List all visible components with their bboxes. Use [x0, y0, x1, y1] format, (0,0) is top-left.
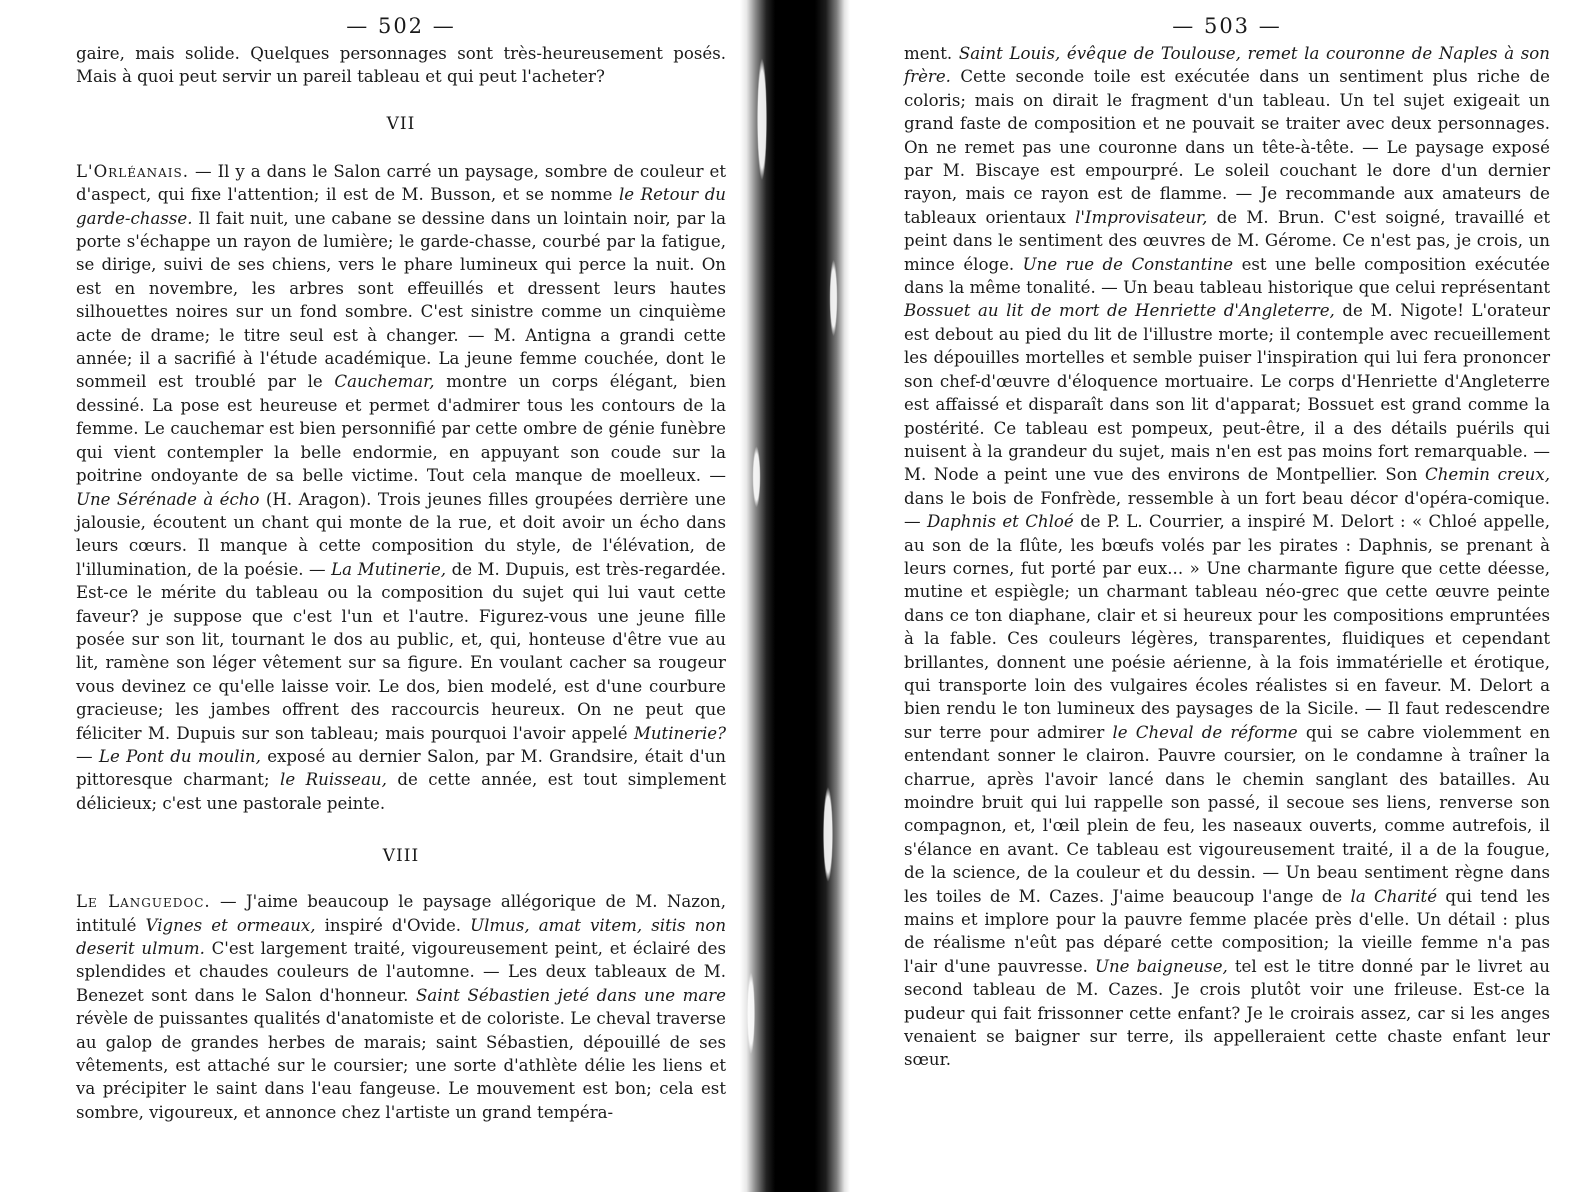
- right-page: [820, 0, 1572, 1192]
- artwork-title: l'Improvisateur,: [1075, 207, 1208, 227]
- artwork-title: le Retour du garde-chasse.: [76, 185, 726, 228]
- text-run: de M. Brun. C'est soigné, travaillé et peint dans le sentiment des œuvres de M. Gérome. Ce n'est pas, je crois, un mince éloge.: [904, 207, 1550, 274]
- left-page: [0, 0, 770, 1192]
- artwork-title: Une baigneuse,: [1095, 956, 1228, 976]
- page-number-right: — 503 —: [1172, 14, 1282, 38]
- text-run: de M. Dupuis, est très-regardée. Est-ce le mérite du tableau ou la composition du sujet qui lui vaut cette faveur? je suppose que c'est l'un et l'autre. Figurez-vous une jeune fille posée sur son lit, tournant le dos au public, et, qui, honteuse d'être vue au lit, ramène son léger vêtement sur sa figure. En voulant cacher sa rougeur vous devinez ce qu'elle laisse voir. Le dos, bien modelé, est d'une courbure gracieuse; les jambes offrent des raccourcis heureux. On ne peut que féliciter M. Dupuis sur son tableau; mais pourquoi l'avoir appelé: [76, 559, 726, 743]
- text-run: exposé au dernier Salon, par M. Grandsire, était d'un pittoresque charmant;: [76, 746, 726, 790]
- artwork-title: la Charité: [1350, 886, 1438, 906]
- artwork-title: Une rue de Constantine: [1022, 254, 1234, 274]
- right-page-paragraph: [904, 42, 1550, 1072]
- left-page-text: [76, 42, 726, 1124]
- text-run: C'est largement traité, vigoureusement peint, et éclairé des splendides et chaudes couleurs de l'automne. — Les deux tableaux de M. Benezet sont dans le Salon d'honneur.: [76, 939, 726, 1005]
- section-vii-paragraph: [76, 160, 726, 815]
- text-run: est une belle composition exécutée dans la même tonalité. — Un beau tableau historique que celui représentant: [904, 254, 1550, 298]
- text-run: — J'aime beaucoup le paysage allégorique de M. Nazon, intitulé: [76, 892, 726, 935]
- text-run: de cette année, est tout simplement délicieux; c'est une pastorale peinte.: [76, 770, 726, 813]
- section-viii-lead: Le Languedoc.: [76, 892, 211, 912]
- artwork-title: Vignes et ormeaux,: [145, 915, 316, 935]
- section-heading-vii: VII: [386, 113, 416, 134]
- text-run: —: [76, 746, 99, 766]
- text-run: de P. L. Courrier, a inspiré M. Delort : « Chloé appelle, au son de la flûte, les bœufs volés par les pirates : Daphnis, se prenant à leurs cornes, fut porté par eux... » Une charmante figure que cette déesse, mutine et espiègle; un charmant tableau néo-grec que cette œuvre peinte dans ce ton diaphane, clair et si heureux pour les compositions empruntées à la fable. Ces couleurs légères, transparentes, fluidiques et cependant brillantes, donnent une poésie aérienne, à la fois immatérielle et érotique, qui transporte loin des vulgaires écoles réalistes si en faveur. M. Delort a bien rendu le ton lumineux des paysages de la Sicile. — Il faut redescendre sur terre pour admirer: [904, 512, 1550, 742]
- intro-paragraph: gaire, mais solide. Quelques personnages sont très-heureusement posés. Mais à quoi peut servir un pareil tableau et qui peut l'acheter?: [76, 44, 726, 87]
- artwork-title: Daphnis et Chloé: [926, 512, 1074, 532]
- right-page-text: [904, 42, 1550, 1072]
- text-run: qui se cabre violemment en entendant sonner le clairon. Pauvre coursier, on le condamne à traîner la charrue, après l'avoir lancé dans le chemin sanglant des batailles. Au moindre bruit qui lui rappelle son passé, il secoue ses liens, renverse son compagnon, et, l'œil plein de feu, les naseaux ouverts, comme autrefois, il s'élance en avant. Ce tableau est vigoureusement traité, il a de la fougue, de la science, de la couleur et du dessin. — Un beau sentiment règne dans les toiles de M. Cazes. J'aime beaucoup l'ange de: [904, 722, 1551, 906]
- artwork-title: le Ruisseau,: [280, 770, 387, 790]
- artwork-title: le Cheval de réforme: [1112, 722, 1298, 742]
- text-run: révèle de puissantes qualités d'anatomiste et de coloriste. Le cheval traverse au galop de grandes herbes de marais; saint Sébastien, dépouillé de ses vêtements, est attaché sur le coursier; une sorte d'athlète délie les liens et va précipiter le saint dans l'eau fangeuse. Le mouvement est bon; cela est sombre, vigoureux, et annonce chez l'artiste un grand tempéra-: [76, 1009, 726, 1122]
- artwork-title: Saint Louis, évêque de Toulouse, remet la couronne de Naples à son frère.: [904, 44, 1550, 87]
- artwork-title: Saint Sébastien jeté dans une mare: [416, 985, 727, 1005]
- artwork-title: Mutinerie?: [633, 723, 726, 743]
- text-run: — Il y a dans le Salon carré un paysage, sombre de couleur et d'aspect, qui fixe l'attention; il est de M. Busson, et se nomme: [76, 161, 726, 205]
- text-run: (H. Aragon). Trois jeunes filles groupées derrière une jalousie, écoutent un chant qui monte de la rue, et doit avoir un écho dans leurs cœurs. Il manque à cette composition du style, de l'élévation, de l'illumination, de la poésie. —: [76, 489, 727, 579]
- artwork-title: Bossuet au lit de mort de Henriette d'Angleterre,: [904, 301, 1335, 321]
- artwork-title: Cauchemar,: [334, 372, 435, 392]
- text-run: montre un corps élégant, bien dessiné. La pose est heureuse et permet d'admirer tous les contours de la femme. Le cauchemar est bien personnifié par cette ombre de génie funèbre qui vient contempler la belle endormie, en appuyant son coude sur la poitrine ondoyante de sa belle victime. Tout cela manque de moelleux. —: [76, 372, 727, 486]
- section-vii-lead: L'Orléanais.: [76, 161, 190, 181]
- section-heading-viii: VIII: [382, 846, 420, 867]
- text-run: dans le bois de Fonfrède, ressemble à un fort beau décor d'opéra-comique. —: [904, 488, 1550, 532]
- text-run: tel est le titre donné par le livret au second tableau de M. Cazes. Je crois plutôt voir une frileuse. Est-ce la pudeur qui fait frissonner cette enfant? Je le croirais assez, car si les anges venaient se baigner sur terre, ils appelleraient cette chaste enfant leur sœur.: [904, 956, 1550, 1070]
- text-run: Il fait nuit, une cabane se dessine dans un lointain noir, par la porte s'échappe un rayon de lumière; le garde-chasse, courbé par la fatigue, se dirige, suivi de ses chiens, vers le phare lumineux qui perce la nuit. On est en novembre, les arbres sont effeuillés et dressent leurs hautes silhouettes noires sur un fond sombre. C'est sinistre comme un cinquième acte de drame; le titre seul est à changer. — M. Antigna a grandi cette année; il a sacrifié à l'étude académique. La jeune femme couchée, dont le sommeil est troublé par le: [76, 208, 726, 392]
- page-number-left: — 502 —: [346, 14, 456, 38]
- text-run: Cette seconde toile est exécutée dans un sentiment plus riche de coloris; mais on dirait le fragment d'un tableau. Un tel sujet exigeait un grand faste de composition et ne pouvait se traiter avec deux personnages. On ne remet pas une couronne dans un tête-à-tête. — Le paysage exposé par M. Biscaye est empourpré. Le soleil couchant le dore d'un dernier rayon, mais ce rayon est de flamme. — Je recommande aux amateurs de tableaux orientaux: [904, 67, 1550, 227]
- artwork-title: Une Sérénade à écho: [76, 489, 260, 509]
- latin-quote: Ulmus, amat vitem, sitis non deserit ulmum.: [76, 915, 727, 958]
- artwork-title: Chemin creux,: [1425, 465, 1550, 485]
- artwork-title: Le Pont du moulin,: [98, 746, 261, 766]
- artwork-title: La Mutinerie,: [331, 559, 447, 579]
- text-run: qui tend les mains et implore pour la pauvre femme placée près d'elle. Un détail : plus de réalisme n'eût pas déparé cette composition; la vieille femme n'a pas l'air d'une pauvresse.: [904, 886, 1551, 976]
- text-run: ment.: [904, 44, 959, 63]
- text-run: de M. Nigote! L'orateur est debout au pied du lit de l'illustre morte; il contemple avec recueillement les dépouilles mortelles et semble puiser l'inspiration qui lui fera prononcer son chef-d'œuvre d'éloquence mortuaire. Le corps d'Henriette d'Angleterre est affaissé et disparaît dans son lit d'apparat; Bossuet est grand comme la postérité. Ce tableau est pompeux, peut-être, il a des détails puérils qui nuisent à la grandeur du sujet, mais n'en est pas moins fort remarquable. — M. Node a peint une vue des environs de Montpellier. Son: [904, 301, 1550, 485]
- text-run: inspiré d'Ovide.: [315, 915, 471, 935]
- section-viii-paragraph: [76, 890, 726, 1124]
